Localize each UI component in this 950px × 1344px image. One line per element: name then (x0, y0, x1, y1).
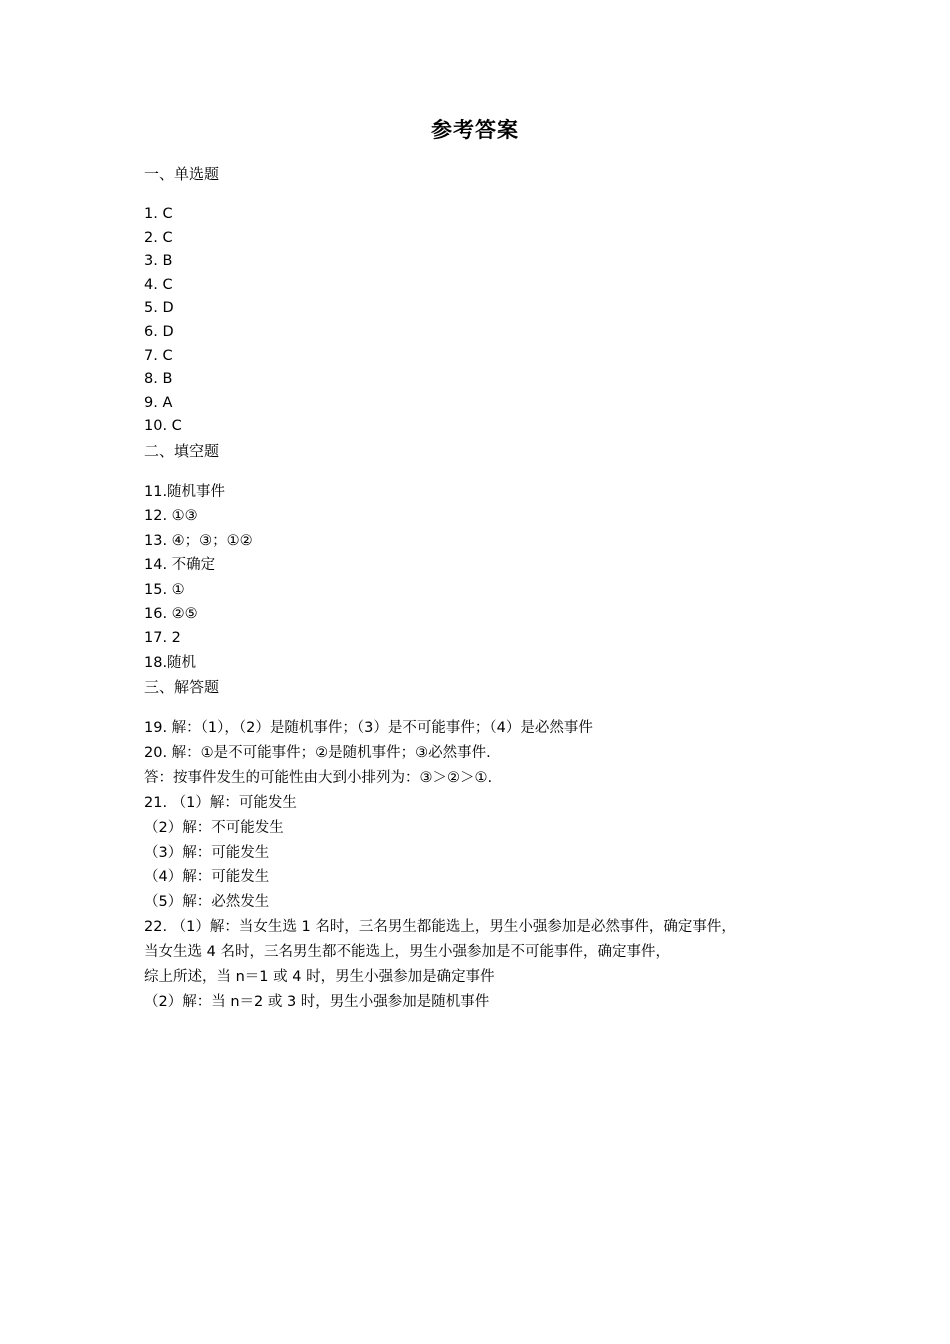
list-item: 20. 解：①是不可能事件；②是随机事件；③必然事件. (144, 744, 491, 761)
list-item: 18.随机 (144, 654, 197, 671)
list-item: 5. D (144, 300, 174, 317)
list-item: 8. B (144, 371, 173, 388)
list-item: 17. 2 (144, 630, 181, 647)
page-title: 参考答案 (431, 118, 519, 142)
section-heading-single-choice: 一、单选题 (144, 165, 220, 183)
list-item: 13. ④；③；①② (144, 532, 253, 549)
list-item: （3）解：可能发生 (144, 844, 270, 861)
section-heading-solution: 三、解答题 (144, 678, 220, 697)
list-item: 答：按事件发生的可能性由大到小排列为：③＞②＞①. (144, 769, 493, 786)
fill-blank-answer-list (144, 480, 824, 675)
single-choice-answer-list (144, 203, 824, 439)
list-item: 9. A (144, 394, 173, 411)
list-item: （2）解：当 n＝2 或 3 时，男生小强参加是随机事件 (144, 993, 490, 1010)
list-item: （5）解：必然发生 (144, 894, 270, 911)
list-item: 19. 解：（1），（2）是随机事件；（3）是不可能事件；（4）是必然事件 (144, 720, 593, 737)
list-item: 7. C (144, 347, 173, 364)
list-item: 10. C (144, 418, 182, 435)
list-item: 6. D (144, 323, 174, 340)
answer-content (144, 162, 824, 1015)
list-item: 11.随机事件 (144, 483, 226, 500)
list-item: 当女生选 4 名时，三名男生都不能选上，男生小强参加是不可能事件，确定事件， (144, 944, 670, 961)
section-heading-fill-blank: 二、填空题 (144, 441, 220, 460)
list-item: 3. B (144, 253, 173, 270)
list-item: 16. ②⑤ (144, 605, 198, 622)
list-item: 15. ① (144, 581, 185, 598)
solution-answer-list (144, 716, 824, 1015)
list-item: （2）解：不可能发生 (144, 819, 284, 836)
list-item: 12. ①③ (144, 508, 198, 525)
list-item: 21. （1）解：可能发生 (144, 794, 297, 811)
list-item: 22. （1）解：当女生选 1 名时，三名男生都能选上，男生小强参加是必然事件，确定事件， (144, 919, 736, 936)
list-item: 14. 不确定 (144, 557, 216, 574)
list-item: 1. C (144, 206, 173, 222)
list-item: 4. C (144, 276, 173, 293)
list-item: 综上所述，当 n＝1 或 4 时，男生小强参加是确定事件 (144, 968, 495, 985)
list-item: 2. C (144, 229, 173, 246)
list-item: （4）解：可能发生 (144, 869, 270, 886)
